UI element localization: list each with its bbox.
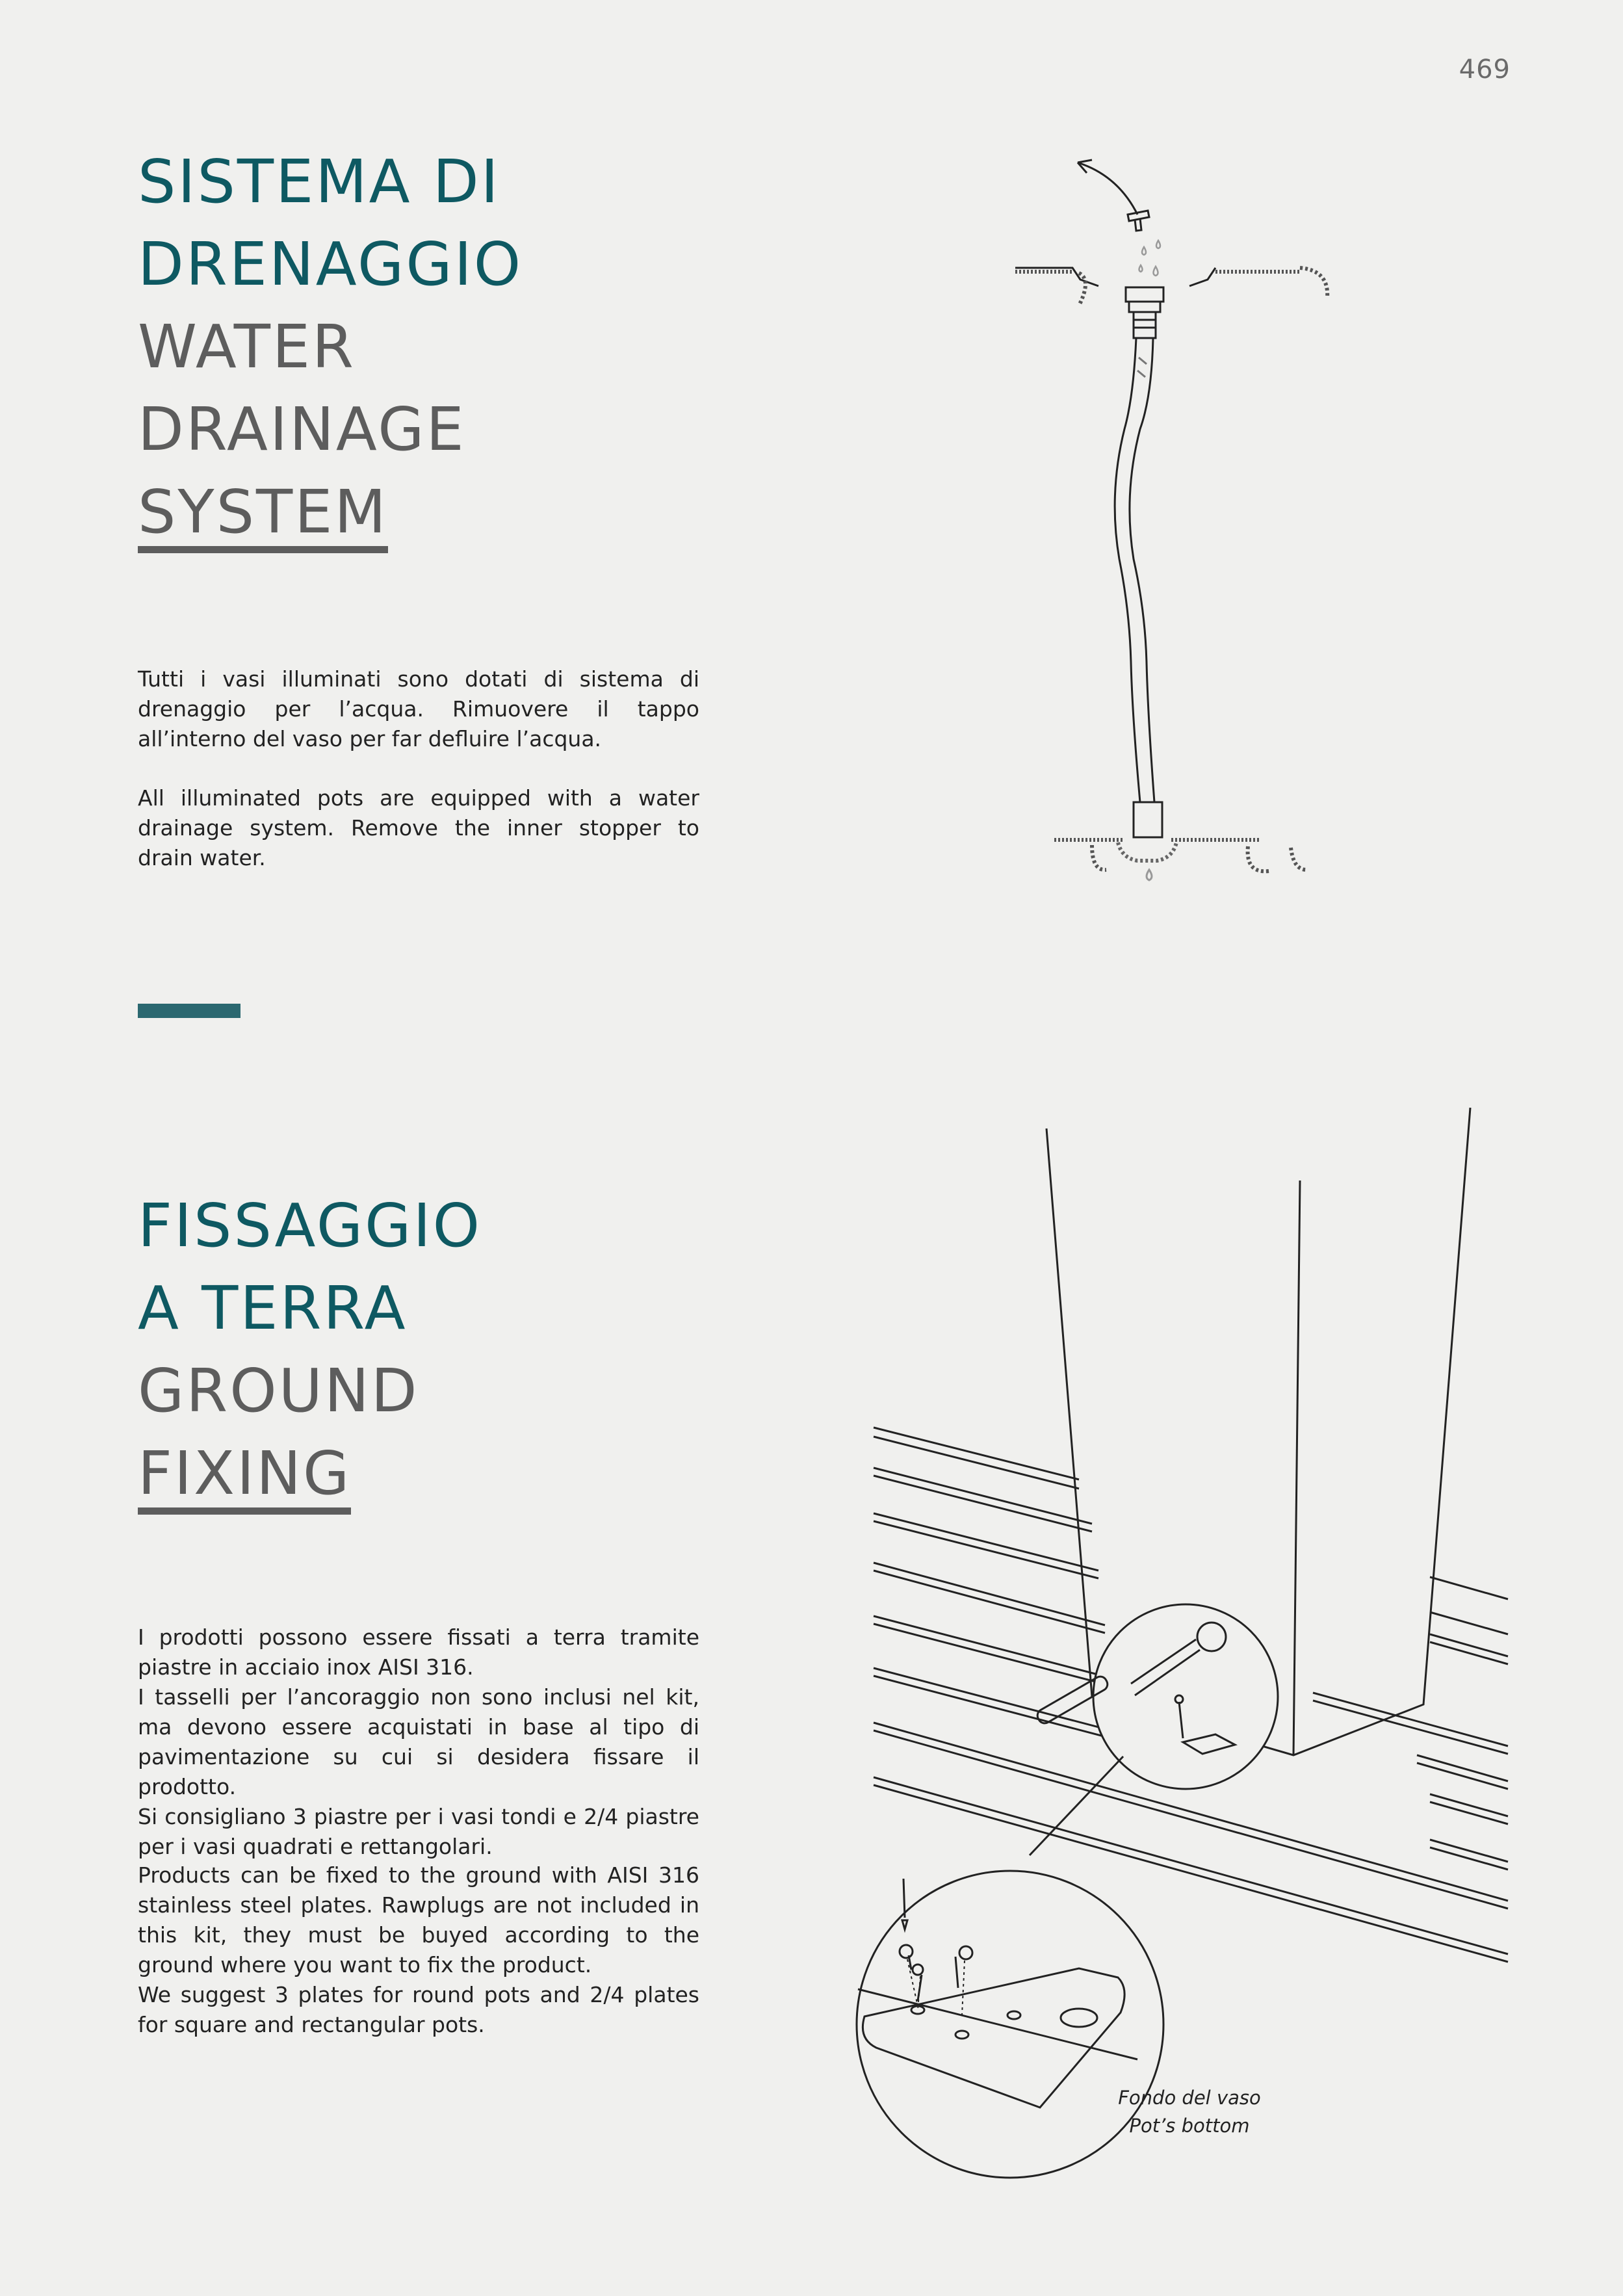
fixing-title-it-2: A TERRA	[138, 1273, 408, 1343]
fixing-text-it-2: I tasselli per l’ancoraggio non sono inclusi nel kit, ma devono essere acquistati in base al tipo di pavimentazione su cui si desidera fissare il prodotto.	[138, 1684, 699, 1799]
caption-en: Pot’s bottom	[1129, 2115, 1250, 2137]
drainage-text-en: All illuminated pots are equipped with a water drainage system. Remove the inner stopper to drain water.	[138, 785, 699, 870]
drainage-system-illustration	[1001, 143, 1365, 897]
fixing-title	[138, 1184, 482, 1515]
page-number: 469	[1459, 55, 1511, 85]
fixing-text-en-2: We suggest 3 plates for round pots and 2/4 plates for square and rectangular pots.	[138, 1982, 699, 2037]
drainage-title	[138, 140, 523, 553]
fixing-text-en-1: Products can be fixed to the ground with AISI 316 stainless steel plates. Rawplugs are not included in this kit, they must be buyed according to the ground where you want to fix the product.	[138, 1862, 699, 1977]
fixing-title-en-1: GROUND	[138, 1356, 419, 1426]
ground-fixing-illustration	[767, 1092, 1521, 2184]
fixing-text-en	[138, 1860, 699, 2040]
fixing-text-it-1: I prodotti possono essere fissati a terra tramite piastre in acciaio inox AISI 316.	[138, 1624, 699, 1680]
drainage-title-en-2: DRAINAGE	[138, 395, 466, 464]
drainage-title-it-1: SISTEMA DI	[138, 147, 500, 216]
drainage-title-it-2: DRENAGGIO	[138, 229, 523, 299]
caption-it: Fondo del vaso	[1118, 2087, 1261, 2109]
fixing-caption	[1079, 2084, 1300, 2140]
fixing-title-it-1: FISSAGGIO	[138, 1191, 482, 1260]
drainage-text-it: Tutti i vasi illuminati sono dotati di sistema di drenaggio per l’acqua. Rimuovere il tappo all’interno del vaso per far defluire l’acqua.	[138, 666, 699, 751]
fixing-text-it-3: Si consigliano 3 piastre per i vasi tondi e 2/4 piastre per i vasi quadrati e rettangolari.	[138, 1804, 699, 1859]
drainage-title-en-3: SYSTEM	[138, 478, 388, 553]
fixing-text-it	[138, 1623, 699, 1862]
fixing-title-en-2: FIXING	[138, 1440, 351, 1515]
section-divider	[138, 1004, 240, 1018]
drainage-title-en-1: WATER	[138, 312, 356, 382]
